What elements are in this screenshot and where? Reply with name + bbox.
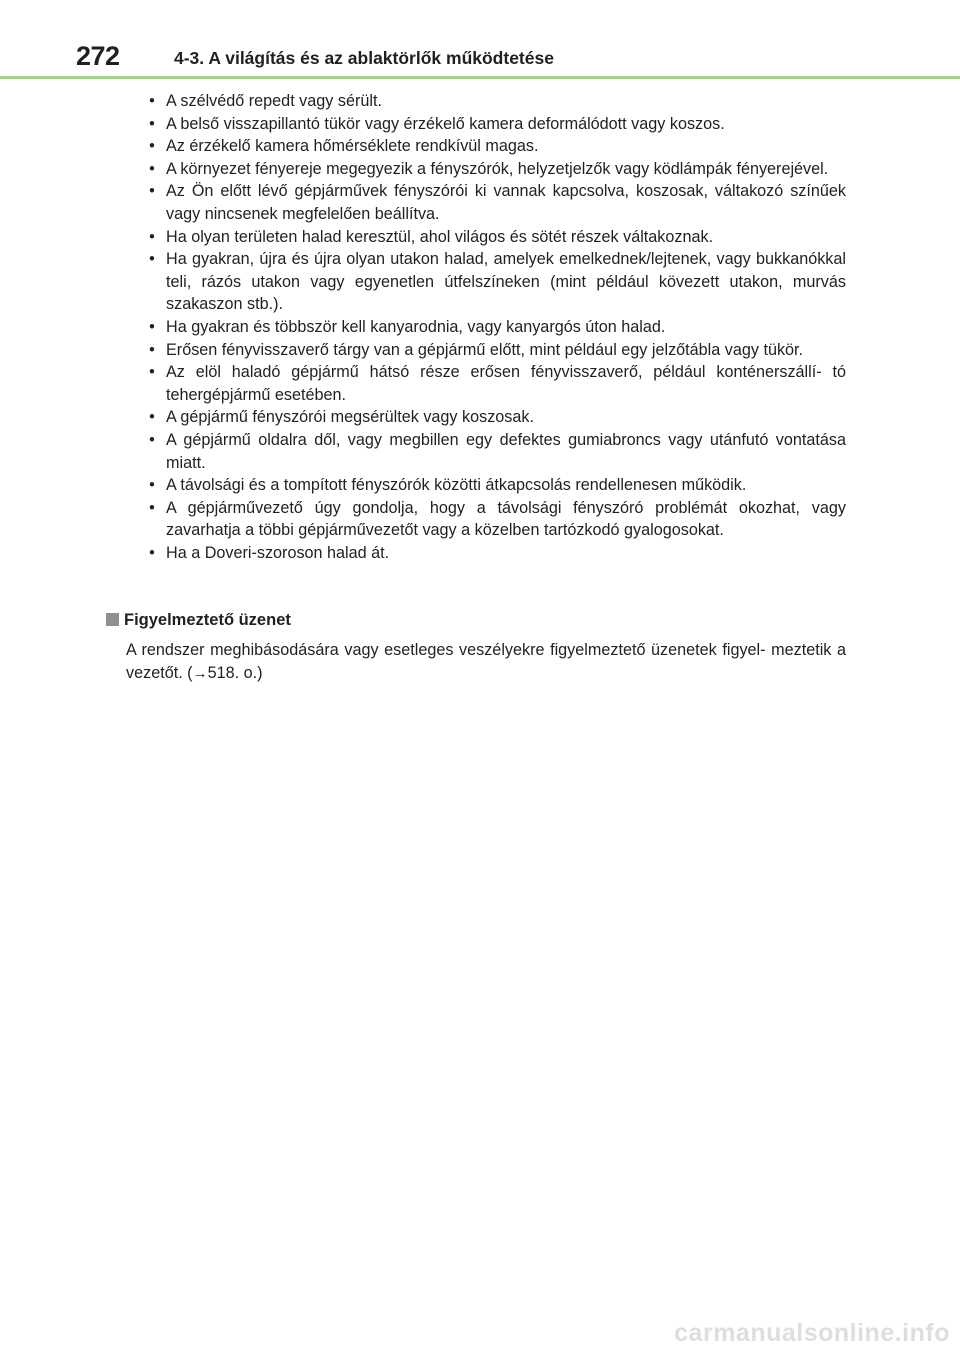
list-item-text: Ha gyakran és többször kell kanyarodnia, vagy kanyargós úton halad.	[166, 317, 666, 336]
condition-bullet-list	[146, 90, 846, 564]
list-item	[146, 248, 846, 316]
list-item-text: A szélvédő repedt vagy sérült.	[166, 92, 382, 110]
list-item-text: A gépjármű fényszórói megsérültek vagy koszosak.	[166, 408, 534, 427]
header-divider	[0, 76, 960, 79]
section-heading-text: Figyelmeztető üzenet	[124, 611, 291, 629]
section-heading	[106, 609, 846, 631]
page-number: 272	[76, 41, 120, 71]
list-item	[146, 361, 846, 406]
list-item-text: A gépjárművezető úgy gondolja, hogy a távolsági fényszóró problémát okozhat, vagy zavarhatja a többi gépjárművezetőt vagy a közelben tartózkodó gyalogosokat.	[166, 498, 846, 540]
list-item	[146, 339, 846, 362]
list-item-text: A környezet fényereje megegyezik a fényszórók, helyzetjelzők vagy ködlámpák fényerejével.	[166, 159, 829, 178]
list-item	[146, 474, 846, 497]
bullet-icon: •	[149, 430, 155, 449]
list-item-text: A belső visszapillantó tükör vagy érzékelő kamera deformálódott vagy koszos.	[166, 114, 725, 133]
list-item-text: Az érzékelő kamera hőmérséklete rendkívül magas.	[166, 137, 539, 156]
list-item	[146, 316, 846, 339]
list-item	[146, 497, 846, 542]
list-item-text: Ha gyakran, újra és újra olyan utakon halad, amelyek emelkednek/lejtenek, vagy bukkanókkal teli, rázós utakon vagy egyenetlen útfelszíneken (mint például kövezett utakon, murvás szakaszon stb.).	[166, 250, 846, 314]
bullet-icon: •	[149, 408, 155, 427]
bullet-icon: •	[149, 250, 155, 269]
list-item	[146, 90, 846, 113]
list-item-text: Az elöl haladó gépjármű hátsó része erősen fényvisszaverő, például konténerszállí- tó tehergépjármű esetében.	[166, 363, 846, 404]
list-item	[146, 429, 846, 474]
list-item-text: Erősen fényvisszaverő tárgy van a gépjármű előtt, mint például egy jelzőtábla vagy tükör.	[166, 340, 804, 359]
section-body-text: A rendszer meghibásodására vagy esetleges veszélyekre figyelmeztető üzenetek figyel- meztetik a vezetőt. (	[126, 641, 846, 682]
bullet-icon: •	[149, 363, 155, 382]
list-item-text: Az Ön előtt lévő gépjárművek fényszórói ki vannak kapcsolva, koszosak, váltakozó színűek vagy nincsenek megfelelően beállítva.	[166, 182, 846, 223]
list-item	[146, 542, 846, 565]
warning-message-section	[106, 609, 846, 685]
list-item	[146, 180, 846, 225]
list-item-text: A gépjármű oldalra dől, vagy megbillen egy defektes gumiabroncs vagy utánfutó vontatása miatt.	[166, 430, 846, 472]
bullet-icon: •	[149, 340, 155, 359]
bullet-icon: •	[149, 543, 155, 562]
list-item-text: A távolsági és a tompított fényszórók közötti átkapcsolás rendellenesen működik.	[166, 476, 747, 495]
section-body	[126, 639, 846, 685]
square-bullet-icon	[106, 613, 119, 626]
bullet-icon: •	[149, 137, 155, 156]
list-item	[146, 158, 846, 181]
list-item	[146, 406, 846, 429]
bullet-icon: •	[149, 317, 155, 336]
list-item-text: Ha a Doveri-szoroson halad át.	[166, 543, 390, 562]
bullet-icon: •	[149, 159, 155, 178]
list-item	[146, 135, 846, 158]
bullet-icon: •	[149, 476, 155, 495]
watermark: carmanualsonline.info	[674, 1319, 950, 1347]
bullet-icon: •	[149, 182, 155, 201]
arrow-right-icon: →	[192, 664, 208, 682]
chapter-title: 4-3. A világítás és az ablaktörlők működtetése	[174, 48, 554, 68]
list-item-text: Ha olyan területen halad keresztül, ahol világos és sötét részek váltakoznak.	[166, 227, 714, 246]
page-header	[76, 38, 946, 74]
bullet-icon: •	[149, 227, 155, 246]
list-item	[146, 113, 846, 136]
bullet-icon: •	[149, 498, 155, 517]
page-reference-link[interactable]: 518. o.)	[207, 663, 263, 682]
bullet-icon: •	[149, 92, 155, 110]
bullet-icon: •	[149, 114, 155, 133]
list-item	[146, 226, 846, 249]
